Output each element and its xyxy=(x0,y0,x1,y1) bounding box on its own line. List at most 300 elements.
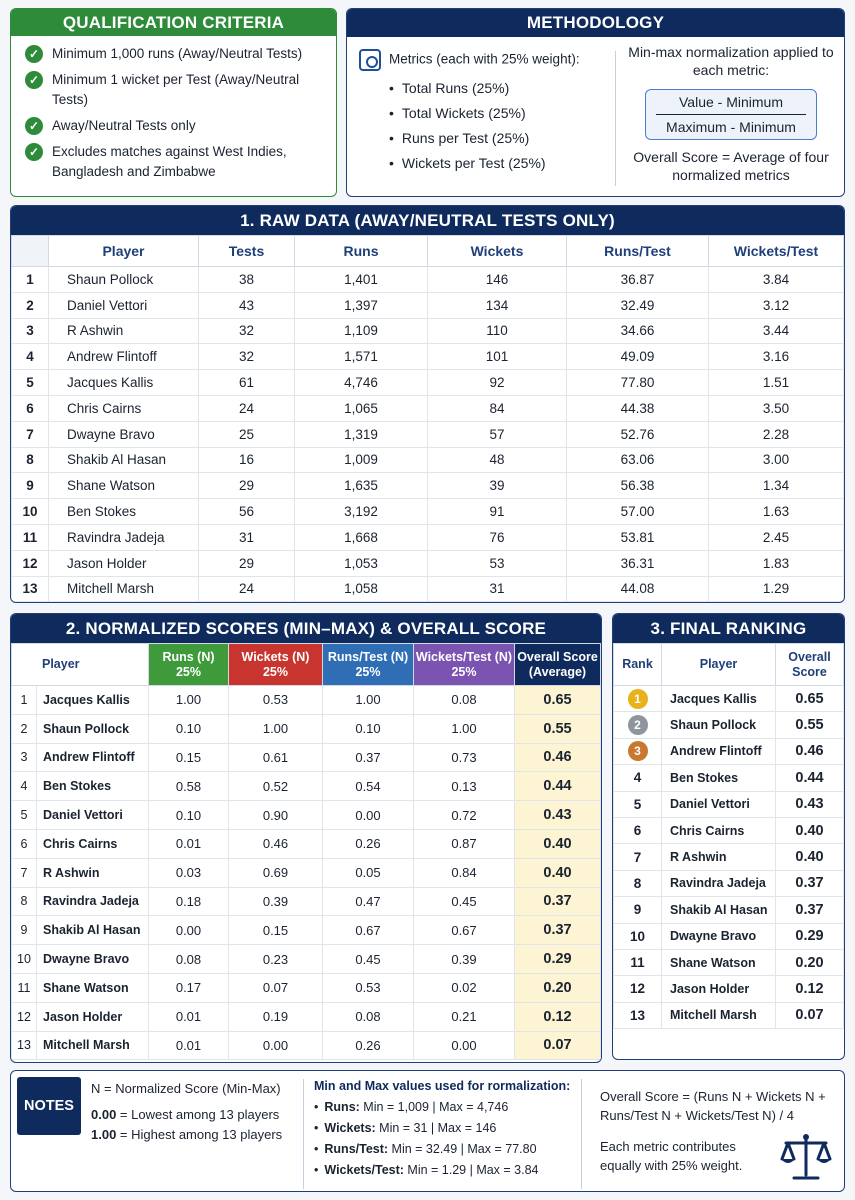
table-row xyxy=(614,949,844,975)
normalized-panel xyxy=(10,613,602,1063)
player-name: Daniel Vettori xyxy=(37,801,149,830)
column-header: Wickets (N) 25% xyxy=(229,644,323,686)
row-index: 13 xyxy=(12,576,49,602)
metrics-block xyxy=(359,49,624,176)
table-row xyxy=(614,791,844,817)
runs-cell: 1,397 xyxy=(295,292,428,318)
table-row xyxy=(614,897,844,923)
wickets-cell: 91 xyxy=(428,499,567,525)
overall-score-cell: 0.46 xyxy=(776,738,844,764)
player-name: R Ashwin xyxy=(49,318,199,344)
player-name: Ravindra Jadeja xyxy=(37,887,149,916)
rank-cell: 10 xyxy=(614,923,662,949)
divider xyxy=(615,51,616,186)
wickets-per-test-n-cell: 0.00 xyxy=(414,1031,515,1060)
player-name: Shane Watson xyxy=(49,473,199,499)
overall-score-cell: 0.40 xyxy=(776,817,844,843)
rank-cell: 12 xyxy=(614,976,662,1002)
player-name: Mitchell Marsh xyxy=(37,1031,149,1060)
runs-n-cell: 0.01 xyxy=(149,1002,229,1031)
runs-per-test-cell: 49.09 xyxy=(567,344,709,370)
row-index: 2 xyxy=(12,714,37,743)
rank-cell: 7 xyxy=(614,844,662,870)
overall-score-cell: 0.43 xyxy=(515,801,601,830)
column-header: Player xyxy=(662,644,776,686)
table-row xyxy=(12,916,601,945)
table-row xyxy=(12,1031,601,1060)
wickets-per-test-cell: 2.28 xyxy=(709,421,844,447)
column-header: Runs (N) 25% xyxy=(149,644,229,686)
tests-cell: 29 xyxy=(199,473,295,499)
table-row xyxy=(614,1002,844,1028)
table-row xyxy=(12,318,844,344)
wickets-per-test-n-cell: 0.72 xyxy=(414,801,515,830)
player-name: Shaun Pollock xyxy=(37,714,149,743)
player-name: Dwayne Bravo xyxy=(662,923,776,949)
check-icon: ✓ xyxy=(25,71,43,89)
check-icon: ✓ xyxy=(25,117,43,135)
overall-score-cell: 0.20 xyxy=(515,973,601,1002)
overall-score-cell: 0.29 xyxy=(776,923,844,949)
rank-cell: 11 xyxy=(614,949,662,975)
qualification-panel xyxy=(10,8,337,197)
player-name: Shaun Pollock xyxy=(662,712,776,738)
normalization-text: Min-max normalization applied to each metric: xyxy=(628,44,834,78)
qualification-item: ✓ Minimum 1 wicket per Test (Away/Neutral Tests) xyxy=(25,70,328,110)
methodology-panel xyxy=(346,8,845,197)
player-name: Daniel Vettori xyxy=(662,791,776,817)
tests-cell: 38 xyxy=(199,267,295,293)
wickets-per-test-cell: 1.83 xyxy=(709,550,844,576)
minmax-item: • Wickets/Test: Min = 1.29 | Max = 3.84 xyxy=(314,1160,575,1181)
runs-per-test-n-cell: 0.53 xyxy=(323,973,414,1002)
rank-cell: 5 xyxy=(614,791,662,817)
normalized-header-row xyxy=(12,644,601,686)
row-index: 2 xyxy=(12,292,49,318)
wickets-per-test-cell: 1.34 xyxy=(709,473,844,499)
qualification-item: ✓ Away/Neutral Tests only xyxy=(25,116,328,136)
runs-cell: 1,571 xyxy=(295,344,428,370)
legend-n: N = Normalized Score (Min-Max) xyxy=(91,1081,281,1096)
row-index: 5 xyxy=(12,801,37,830)
table-row xyxy=(614,976,844,1002)
runs-n-cell: 0.01 xyxy=(149,1031,229,1060)
wickets-cell: 146 xyxy=(428,267,567,293)
runs-n-cell: 0.08 xyxy=(149,945,229,974)
table-row xyxy=(12,801,601,830)
wickets-per-test-cell: 3.50 xyxy=(709,395,844,421)
runs-per-test-cell: 57.00 xyxy=(567,499,709,525)
tests-cell: 24 xyxy=(199,395,295,421)
column-header: Wickets/Test (N) 25% xyxy=(414,644,515,686)
runs-per-test-cell: 53.81 xyxy=(567,524,709,550)
tests-cell: 24 xyxy=(199,576,295,602)
runs-per-test-cell: 32.49 xyxy=(567,292,709,318)
minmax-item: • Runs/Test: Min = 32.49 | Max = 77.80 xyxy=(314,1139,575,1160)
wickets-cell: 53 xyxy=(428,550,567,576)
player-name: Mitchell Marsh xyxy=(49,576,199,602)
notes-minmax xyxy=(303,1079,575,1189)
wickets-per-test-n-cell: 0.21 xyxy=(414,1002,515,1031)
wickets-n-cell: 0.39 xyxy=(229,887,323,916)
row-index: 13 xyxy=(12,1031,37,1060)
runs-cell: 1,635 xyxy=(295,473,428,499)
player-name: Andrew Flintoff xyxy=(37,743,149,772)
player-name: Ravindra Jadeja xyxy=(662,870,776,896)
row-index: 12 xyxy=(12,1002,37,1031)
wickets-n-cell: 0.90 xyxy=(229,801,323,830)
row-index: 10 xyxy=(12,945,37,974)
table-row xyxy=(12,499,844,525)
runs-per-test-cell: 63.06 xyxy=(567,447,709,473)
player-name: Shaun Pollock xyxy=(49,267,199,293)
table-row xyxy=(12,945,601,974)
metric-item: • Total Runs (25%) xyxy=(389,76,624,101)
wickets-per-test-cell: 3.00 xyxy=(709,447,844,473)
wickets-per-test-n-cell: 0.87 xyxy=(414,829,515,858)
check-icon: ✓ xyxy=(25,45,43,63)
rank-cell: 13 xyxy=(614,1002,662,1028)
row-index: 1 xyxy=(12,267,49,293)
runs-cell: 1,065 xyxy=(295,395,428,421)
overall-score-cell: 0.37 xyxy=(515,887,601,916)
metric-item: • Runs per Test (25%) xyxy=(389,126,624,151)
row-index: 12 xyxy=(12,550,49,576)
wickets-per-test-n-cell: 0.08 xyxy=(414,686,515,715)
tests-cell: 32 xyxy=(199,344,295,370)
overall-score-cell: 0.55 xyxy=(776,712,844,738)
player-name: Dwayne Bravo xyxy=(37,945,149,974)
qualification-item: ✓ Excludes matches against West Indies, Bangladesh and Zimbabwe xyxy=(25,142,328,182)
table-row xyxy=(12,858,601,887)
rank-cell xyxy=(614,712,662,738)
runs-n-cell: 0.10 xyxy=(149,801,229,830)
wickets-per-test-n-cell: 1.00 xyxy=(414,714,515,743)
runs-per-test-n-cell: 0.37 xyxy=(323,743,414,772)
column-header: Overall Score (Average) xyxy=(515,644,601,686)
runs-per-test-n-cell: 0.47 xyxy=(323,887,414,916)
wickets-per-test-cell: 2.45 xyxy=(709,524,844,550)
player-name: Daniel Vettori xyxy=(49,292,199,318)
player-name: Ben Stokes xyxy=(662,765,776,791)
player-name: Jason Holder xyxy=(37,1002,149,1031)
table-row xyxy=(12,395,844,421)
runs-per-test-n-cell: 1.00 xyxy=(323,686,414,715)
row-index: 6 xyxy=(12,829,37,858)
runs-n-cell: 0.00 xyxy=(149,916,229,945)
column-header: Player xyxy=(12,644,149,686)
runs-n-cell: 0.58 xyxy=(149,772,229,801)
runs-n-cell: 0.18 xyxy=(149,887,229,916)
tests-cell: 43 xyxy=(199,292,295,318)
overall-score-text: Overall Score = Average of four normalized metrics xyxy=(633,149,829,183)
overall-formula: Overall Score = (Runs N + Wickets N + Runs/Test N + Wickets/Test N) / 4 xyxy=(600,1089,826,1123)
column-header: Player xyxy=(49,236,199,267)
ranking-panel xyxy=(612,613,845,1060)
row-index: 7 xyxy=(12,858,37,887)
column-header: Runs/Test (N) 25% xyxy=(323,644,414,686)
notes-legend xyxy=(91,1079,301,1145)
wickets-per-test-n-cell: 0.39 xyxy=(414,945,515,974)
player-name: Chris Cairns xyxy=(662,817,776,843)
wickets-n-cell: 1.00 xyxy=(229,714,323,743)
overall-score-cell: 0.12 xyxy=(776,976,844,1002)
metrics-lead: Metrics (each with 25% weight): xyxy=(389,51,580,67)
runs-n-cell: 0.17 xyxy=(149,973,229,1002)
overall-score-cell: 0.12 xyxy=(515,1002,601,1031)
metrics-icon xyxy=(359,49,381,71)
player-name: Chris Cairns xyxy=(37,829,149,858)
ranking-table xyxy=(613,643,844,1029)
player-name: Jason Holder xyxy=(49,550,199,576)
table-row xyxy=(12,292,844,318)
runs-per-test-n-cell: 0.45 xyxy=(323,945,414,974)
player-name: Ravindra Jadeja xyxy=(49,524,199,550)
wickets-cell: 48 xyxy=(428,447,567,473)
row-index: 9 xyxy=(12,916,37,945)
overall-score-cell: 0.37 xyxy=(515,916,601,945)
tests-cell: 31 xyxy=(199,524,295,550)
wickets-cell: 134 xyxy=(428,292,567,318)
wickets-per-test-cell: 1.29 xyxy=(709,576,844,602)
player-name: Chris Cairns xyxy=(49,395,199,421)
wickets-per-test-n-cell: 0.13 xyxy=(414,772,515,801)
tests-cell: 25 xyxy=(199,421,295,447)
tests-cell: 32 xyxy=(199,318,295,344)
legend-one: 1.00 = Highest among 13 players xyxy=(91,1127,283,1142)
table-row xyxy=(614,765,844,791)
wickets-cell: 39 xyxy=(428,473,567,499)
formula-denominator: Maximum - Minimum xyxy=(666,119,796,135)
runs-per-test-cell: 44.08 xyxy=(567,576,709,602)
row-index: 8 xyxy=(12,887,37,916)
runs-cell: 1,058 xyxy=(295,576,428,602)
normalization-formula xyxy=(645,89,817,140)
runs-cell: 1,401 xyxy=(295,267,428,293)
wickets-cell: 92 xyxy=(428,370,567,396)
row-index: 3 xyxy=(12,318,49,344)
table-row xyxy=(12,576,844,602)
runs-per-test-cell: 36.87 xyxy=(567,267,709,293)
player-name: Ben Stokes xyxy=(49,499,199,525)
wickets-per-test-cell: 3.12 xyxy=(709,292,844,318)
overall-score-cell: 0.37 xyxy=(776,870,844,896)
runs-per-test-n-cell: 0.67 xyxy=(323,916,414,945)
column-header: Runs/Test xyxy=(567,236,709,267)
table-row xyxy=(614,738,844,764)
overall-score-cell: 0.40 xyxy=(776,844,844,870)
tests-cell: 29 xyxy=(199,550,295,576)
overall-score-cell: 0.40 xyxy=(515,829,601,858)
wickets-cell: 76 xyxy=(428,524,567,550)
metric-item: • Wickets per Test (25%) xyxy=(389,151,624,176)
player-name: Shane Watson xyxy=(37,973,149,1002)
runs-per-test-cell: 34.66 xyxy=(567,318,709,344)
player-name: Shakib Al Hasan xyxy=(49,447,199,473)
wickets-per-test-cell: 1.63 xyxy=(709,499,844,525)
wickets-n-cell: 0.53 xyxy=(229,686,323,715)
row-index: 9 xyxy=(12,473,49,499)
runs-per-test-n-cell: 0.54 xyxy=(323,772,414,801)
runs-cell: 1,668 xyxy=(295,524,428,550)
table-row xyxy=(614,686,844,712)
raw-data-panel xyxy=(10,205,845,603)
column-header: Rank xyxy=(614,644,662,686)
row-index: 5 xyxy=(12,370,49,396)
normalized-title: 2. NORMALIZED SCORES (MIN–MAX) & OVERALL SCORE xyxy=(11,614,601,643)
player-name: Shakib Al Hasan xyxy=(662,897,776,923)
legend-zero: 0.00 = Lowest among 13 players xyxy=(91,1107,280,1122)
runs-per-test-cell: 36.31 xyxy=(567,550,709,576)
medal-icon: 2 xyxy=(628,715,648,735)
table-row xyxy=(12,473,844,499)
row-index: 1 xyxy=(12,686,37,715)
wickets-n-cell: 0.46 xyxy=(229,829,323,858)
table-row xyxy=(12,370,844,396)
tests-cell: 16 xyxy=(199,447,295,473)
table-row xyxy=(614,844,844,870)
qualification-list xyxy=(11,36,336,182)
runs-n-cell: 0.10 xyxy=(149,714,229,743)
wickets-n-cell: 0.00 xyxy=(229,1031,323,1060)
table-row xyxy=(12,743,601,772)
minmax-title: Min and Max values used for rormalization: xyxy=(314,1079,571,1093)
normalization-block xyxy=(625,43,837,184)
table-row xyxy=(12,887,601,916)
table-row xyxy=(12,344,844,370)
row-index: 11 xyxy=(12,524,49,550)
player-name: Jacques Kallis xyxy=(37,686,149,715)
wickets-per-test-n-cell: 0.67 xyxy=(414,916,515,945)
wickets-n-cell: 0.69 xyxy=(229,858,323,887)
methodology-title: METHODOLOGY xyxy=(347,9,844,37)
runs-cell: 1,319 xyxy=(295,421,428,447)
runs-per-test-n-cell: 0.26 xyxy=(323,1031,414,1060)
wickets-per-test-n-cell: 0.45 xyxy=(414,887,515,916)
wickets-per-test-cell: 3.16 xyxy=(709,344,844,370)
table-row xyxy=(12,550,844,576)
column-header: Wickets xyxy=(428,236,567,267)
overall-score-cell: 0.43 xyxy=(776,791,844,817)
normalized-table xyxy=(11,643,601,1060)
equal-weight-note: Each metric contributes equally with 25% weight. xyxy=(600,1139,743,1173)
runs-per-test-n-cell: 0.08 xyxy=(323,1002,414,1031)
wickets-cell: 31 xyxy=(428,576,567,602)
tests-cell: 56 xyxy=(199,499,295,525)
notes-panel xyxy=(10,1070,845,1192)
overall-score-cell: 0.40 xyxy=(515,858,601,887)
player-name: R Ashwin xyxy=(37,858,149,887)
wickets-per-test-n-cell: 0.73 xyxy=(414,743,515,772)
overall-score-cell: 0.07 xyxy=(776,1002,844,1028)
wickets-n-cell: 0.52 xyxy=(229,772,323,801)
qualification-item: ✓ Minimum 1,000 runs (Away/Neutral Tests) xyxy=(25,44,328,64)
raw-header-row xyxy=(12,236,844,267)
table-row xyxy=(12,714,601,743)
row-index: 10 xyxy=(12,499,49,525)
player-name: Jacques Kallis xyxy=(662,686,776,712)
runs-per-test-cell: 77.80 xyxy=(567,370,709,396)
overall-score-cell: 0.20 xyxy=(776,949,844,975)
wickets-cell: 110 xyxy=(428,318,567,344)
table-row xyxy=(12,686,601,715)
column-header: Tests xyxy=(199,236,295,267)
ranking-header-row xyxy=(614,644,844,686)
wickets-cell: 84 xyxy=(428,395,567,421)
ranking-title: 3. FINAL RANKING xyxy=(613,614,844,643)
overall-score-cell: 0.37 xyxy=(776,897,844,923)
runs-per-test-n-cell: 0.00 xyxy=(323,801,414,830)
table-row xyxy=(614,817,844,843)
runs-per-test-n-cell: 0.10 xyxy=(323,714,414,743)
medal-icon: 1 xyxy=(628,689,648,709)
player-name: Ben Stokes xyxy=(37,772,149,801)
wickets-per-test-cell: 3.44 xyxy=(709,318,844,344)
overall-score-cell: 0.44 xyxy=(776,765,844,791)
column-header: Overall Score xyxy=(776,644,844,686)
rank-cell: 6 xyxy=(614,817,662,843)
row-index: 6 xyxy=(12,395,49,421)
overall-score-cell: 0.55 xyxy=(515,714,601,743)
balance-scale-icon xyxy=(778,1131,834,1183)
player-name: Shane Watson xyxy=(662,949,776,975)
wickets-n-cell: 0.15 xyxy=(229,916,323,945)
raw-data-title: 1. RAW DATA (AWAY/NEUTRAL TESTS ONLY) xyxy=(11,206,844,235)
raw-data-table xyxy=(11,235,844,602)
runs-cell: 1,109 xyxy=(295,318,428,344)
runs-per-test-n-cell: 0.05 xyxy=(323,858,414,887)
formula-numerator: Value - Minimum xyxy=(656,94,806,115)
notes-tag: NOTES xyxy=(17,1077,81,1135)
player-name: Dwayne Bravo xyxy=(49,421,199,447)
runs-per-test-cell: 44.38 xyxy=(567,395,709,421)
rank-cell: 4 xyxy=(614,765,662,791)
metric-item: • Total Wickets (25%) xyxy=(389,101,624,126)
medal-icon: 3 xyxy=(628,741,648,761)
row-index: 4 xyxy=(12,344,49,370)
player-name: Jacques Kallis xyxy=(49,370,199,396)
row-index: 11 xyxy=(12,973,37,1002)
runs-n-cell: 0.01 xyxy=(149,829,229,858)
wickets-n-cell: 0.07 xyxy=(229,973,323,1002)
table-row xyxy=(614,712,844,738)
rank-cell: 9 xyxy=(614,897,662,923)
qualification-title: QUALIFICATION CRITERIA xyxy=(11,9,336,36)
wickets-cell: 101 xyxy=(428,344,567,370)
table-row xyxy=(614,870,844,896)
minmax-item: • Wickets: Min = 31 | Max = 146 xyxy=(314,1118,575,1139)
rank-cell xyxy=(614,686,662,712)
column-header: Runs xyxy=(295,236,428,267)
overall-score-cell: 0.07 xyxy=(515,1031,601,1060)
runs-n-cell: 0.03 xyxy=(149,858,229,887)
runs-per-test-n-cell: 0.26 xyxy=(323,829,414,858)
table-row xyxy=(12,524,844,550)
table-row xyxy=(12,772,601,801)
wickets-n-cell: 0.23 xyxy=(229,945,323,974)
minmax-item: • Runs: Min = 1,009 | Max = 4,746 xyxy=(314,1097,575,1118)
check-icon: ✓ xyxy=(25,143,43,161)
player-name: Shakib Al Hasan xyxy=(37,916,149,945)
metrics-list xyxy=(359,76,624,176)
runs-cell: 3,192 xyxy=(295,499,428,525)
table-row xyxy=(12,421,844,447)
wickets-per-test-cell: 3.84 xyxy=(709,267,844,293)
table-row xyxy=(614,923,844,949)
column-header: Wickets/Test xyxy=(709,236,844,267)
wickets-per-test-cell: 1.51 xyxy=(709,370,844,396)
wickets-cell: 57 xyxy=(428,421,567,447)
